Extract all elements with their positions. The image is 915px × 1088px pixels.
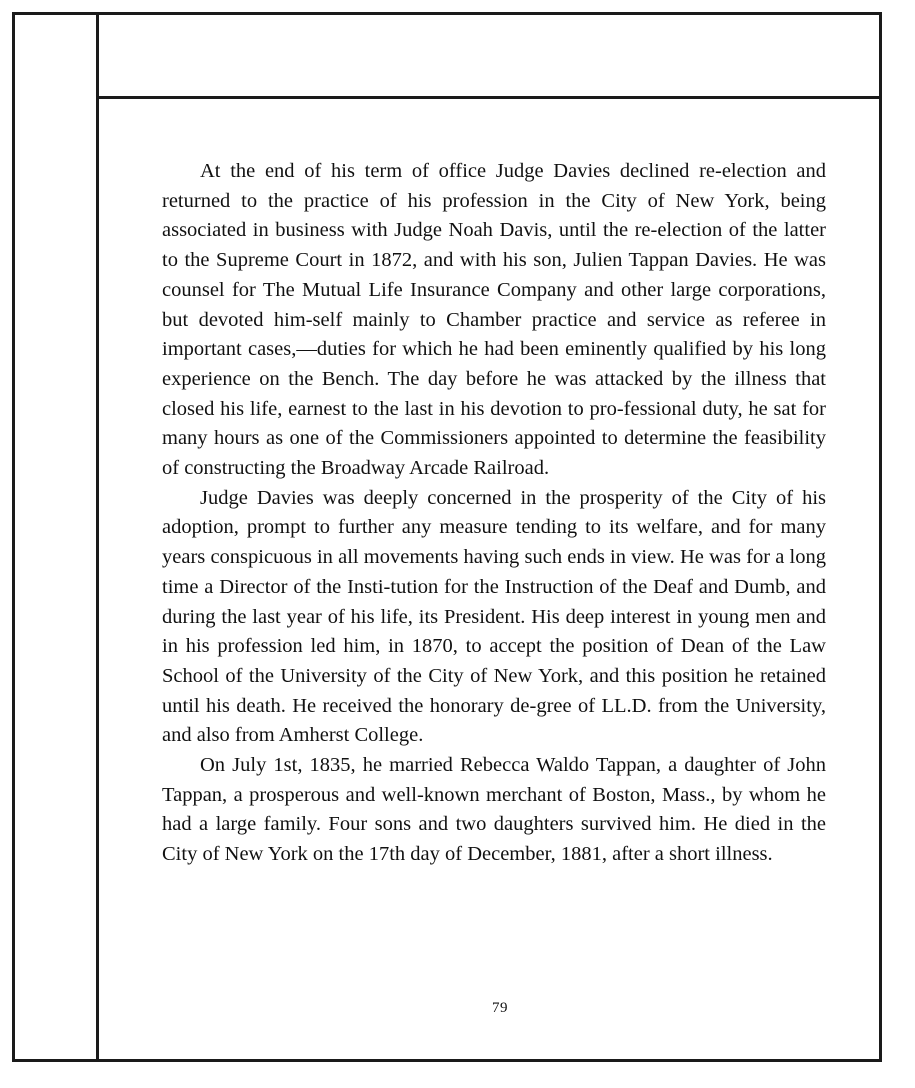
paragraph-3: On July 1st, 1835, he married Rebecca Waldo Tappan, a daughter of John Tappan, a prosperous and well-known merchant of Boston, Mass., by whom he had a large family. Four sons and two daughters survived him. He died in the City of New York on the 17th day of December, 1881, after a short illness. xyxy=(162,754,826,866)
paragraph-2: Judge Davies was deeply concerned in the prosperity of the City of his adoption, prompt to further any measure tending to its welfare, and for many years conspicuous in all movements having such ends in view. He was for a long time a Director of the Insti-tution for the Instruction of the Deaf and Dumb, and during the last year of his life, its President. His deep interest in young men and in his profession led him, in 1870, to accept the position of Dean of the Law School of the University of the City of New York, and this position he retained until his death. He received the honorary de-gree of LL.D. from the University, and also from Amherst College. xyxy=(162,486,826,747)
margin-rule xyxy=(96,12,99,1062)
paragraph-1: At the end of his term of office Judge Davies declined re-election and returned to the practice of his profession in the City of New York, being associated in business with Judge Noah Davis, until the re-election of the latter to the Supreme Court in 1872, and with his son, Julien Tappan Davies. He was counsel for The Mutual Life Insurance Company and other large corporations, but devoted him-self mainly to Chamber practice and service as referee in important cases,—duties for which he had been eminently qualified by his long experience on the Bench. The day before he was attacked by the illness that closed his life, earnest to the last in his devotion to pro-fessional duty, he sat for many hours as one of the Commissioners appointed to determine the feasibility of constructing the Broadway Arcade Railroad. xyxy=(162,160,826,480)
body-text xyxy=(162,157,826,870)
header-rule xyxy=(96,96,882,99)
page-number: 79 xyxy=(492,1000,508,1016)
